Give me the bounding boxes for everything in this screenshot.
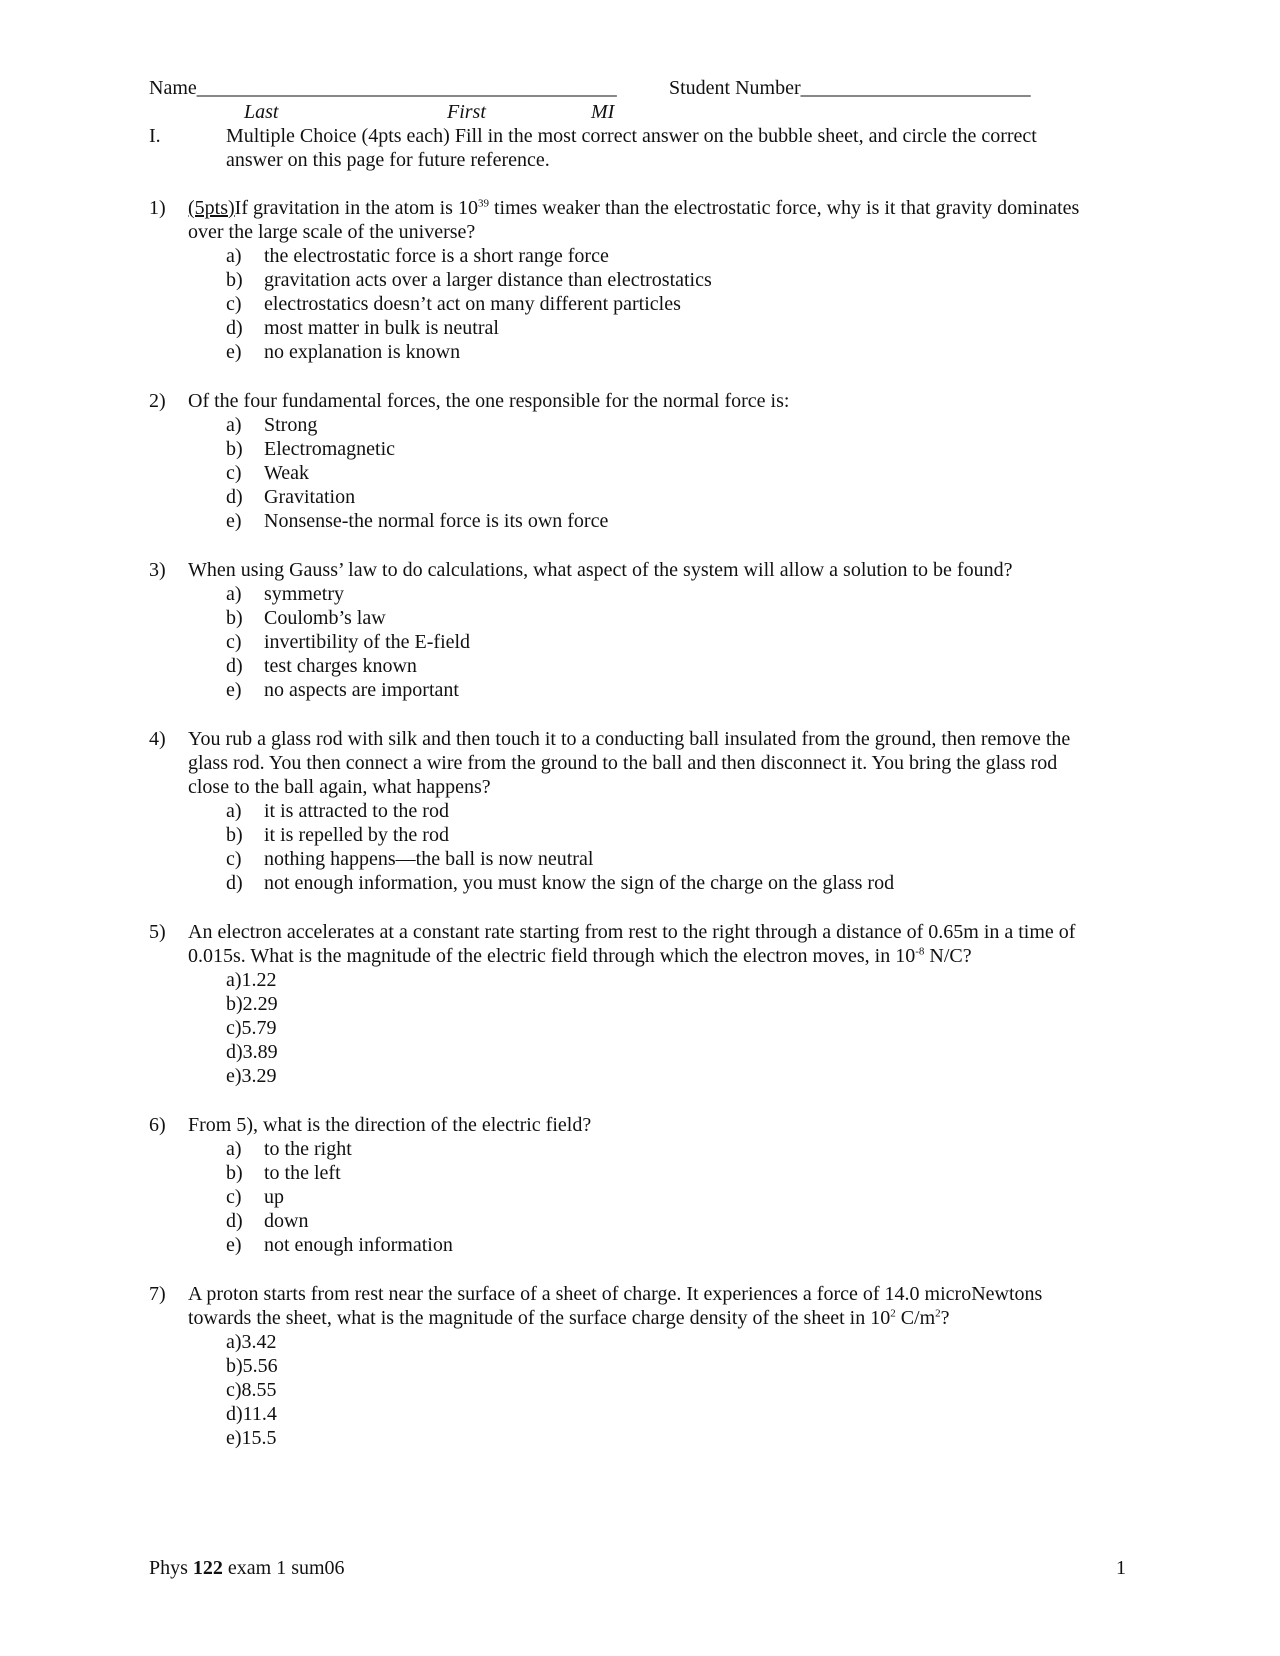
- page-number: 1: [1116, 1557, 1126, 1579]
- question-3-option-d: d) test charges known: [226, 655, 417, 677]
- section-instructions-line1: Multiple Choice (4pts each) Fill in the most correct answer on the bubble sheet, and circle the correct: [226, 125, 1037, 147]
- question-6-option-d: d) down: [226, 1210, 309, 1232]
- question-1-option-c: c) electrostatics doesn’t act on many different particles: [226, 293, 681, 315]
- question-2-option-d: d) Gravitation: [226, 486, 356, 508]
- name-blank: __________________________________________: [196, 77, 617, 99]
- question-1-text-a: If gravitation in the atom is 10: [234, 197, 478, 219]
- mi-caption: MI: [591, 101, 615, 123]
- question-3-option-b: b) Coulomb’s law: [226, 607, 386, 629]
- question-5-line2: 0.015s. What is the magnitude of the electric field through which the electron moves, in $10^{-8}$ N/C?: [188, 945, 972, 967]
- question-4-line1: You rub a glass rod with silk and then touch it to a conducting ball insulated from the ground, then remove the: [188, 728, 1071, 750]
- question-6-option-c: c) up: [226, 1186, 284, 1208]
- question-7-option-b: b)5.56: [226, 1355, 278, 1377]
- question-2-option-b: b) Electromagnetic: [226, 438, 396, 460]
- student-number-line: [669, 76, 1031, 100]
- question-2-option-c: c) Weak: [226, 462, 310, 484]
- question-7-option-c: c)8.55: [226, 1379, 277, 1401]
- question-7-number: 7): [149, 1283, 166, 1305]
- question-4-option-a: a) it is attracted to the rod: [226, 800, 449, 822]
- section-instructions-line2: answer on this page for future reference.: [226, 149, 550, 171]
- question-1-text-b: times weaker than the electrostatic force, why is it that gravity dominates: [488, 197, 1080, 219]
- question-1-line2: over the large scale of the universe?: [188, 221, 476, 243]
- question-6-option-b: b) to the left: [226, 1162, 341, 1184]
- question-2-option-a: a) Strong: [226, 414, 318, 436]
- question-1-exponent: 39: [477, 197, 489, 210]
- student-number-label: Student Number: [669, 77, 801, 99]
- student-number-blank: _______________________: [800, 77, 1031, 99]
- question-1-option-b: b) gravitation acts over a larger distance than electrostatics: [226, 269, 712, 291]
- footer-course: Phys 122 exam 1 sum06: [149, 1557, 345, 1579]
- name-line: [149, 76, 617, 100]
- question-6-text: From 5), what is the direction of the electric field?: [188, 1114, 592, 1136]
- question-6-number: 6): [149, 1114, 166, 1136]
- question-7-exponent-1: 2: [890, 1307, 896, 1320]
- question-7-line2: towards the sheet, what is the magnitude of the surface charge density of the sheet in $10^2$ $C/m^2$?: [188, 1307, 950, 1329]
- question-3-number: 3): [149, 559, 166, 581]
- question-4-option-b: b) it is repelled by the rod: [226, 824, 449, 846]
- question-1-option-e: e) no explanation is known: [226, 341, 461, 363]
- question-1-option-d: d) most matter in bulk is neutral: [226, 317, 499, 339]
- question-6-option-a: a) to the right: [226, 1138, 352, 1160]
- question-2-number: 2): [149, 390, 166, 412]
- question-1-line1: [188, 196, 1079, 220]
- question-4-line2: glass rod. You then connect a wire from the ground to the ball and then disconnect it. You bring the glass rod: [188, 752, 1058, 774]
- question-5-option-b: b)2.29: [226, 993, 278, 1015]
- question-2-text: Of the four fundamental forces, the one responsible for the normal force is:: [188, 390, 790, 412]
- question-2-option-e: e) Nonsense-the normal force is its own force: [226, 510, 609, 532]
- first-caption: First: [447, 101, 486, 123]
- question-4-option-c: c) nothing happens—the ball is now neutral: [226, 848, 594, 870]
- question-5-exponent: -8: [915, 945, 925, 958]
- question-5-option-e: e)3.29: [226, 1065, 277, 1087]
- question-4-option-d: d) not enough information, you must know the sign of the charge on the glass rod: [226, 872, 895, 894]
- question-5-option-a: a)1.22: [226, 969, 277, 991]
- question-5-option-d: d)3.89: [226, 1041, 278, 1063]
- question-4-number: 4): [149, 728, 166, 750]
- question-4-line3: close to the ball again, what happens?: [188, 776, 491, 798]
- question-5-number: 5): [149, 921, 166, 943]
- question-5-option-c: c)5.79: [226, 1017, 277, 1039]
- question-6-option-e: e) not enough information: [226, 1234, 453, 1256]
- last-caption: Last: [244, 101, 279, 123]
- question-3-option-e: e) no aspects are important: [226, 679, 459, 701]
- question-3-option-a: a) symmetry: [226, 583, 344, 605]
- question-1-points: (5pts): [188, 197, 235, 219]
- question-5-line1: An electron accelerates at a constant rate starting from rest to the right through a distance of 0.65m in a time of: [188, 921, 1076, 943]
- question-7-line1: A proton starts from rest near the surface of a sheet of charge. It experiences a force of 14.0 microNewtons: [188, 1283, 1043, 1305]
- question-7-option-e: e)15.5: [226, 1427, 277, 1449]
- question-7-option-d: d)11.4: [226, 1403, 277, 1425]
- question-1-option-a: a) the electrostatic force is a short range force: [226, 245, 609, 267]
- question-3-text: When using Gauss’ law to do calculations, what aspect of the system will allow a solution to be found?: [188, 559, 1013, 581]
- question-7-exponent-2: 2: [935, 1307, 941, 1320]
- name-label: Name: [149, 77, 197, 99]
- question-3-option-c: c) invertibility of the E-field: [226, 631, 471, 653]
- question-7-option-a: a)3.42: [226, 1331, 277, 1353]
- section-numeral: I.: [149, 125, 161, 147]
- question-1-number: 1): [149, 197, 166, 219]
